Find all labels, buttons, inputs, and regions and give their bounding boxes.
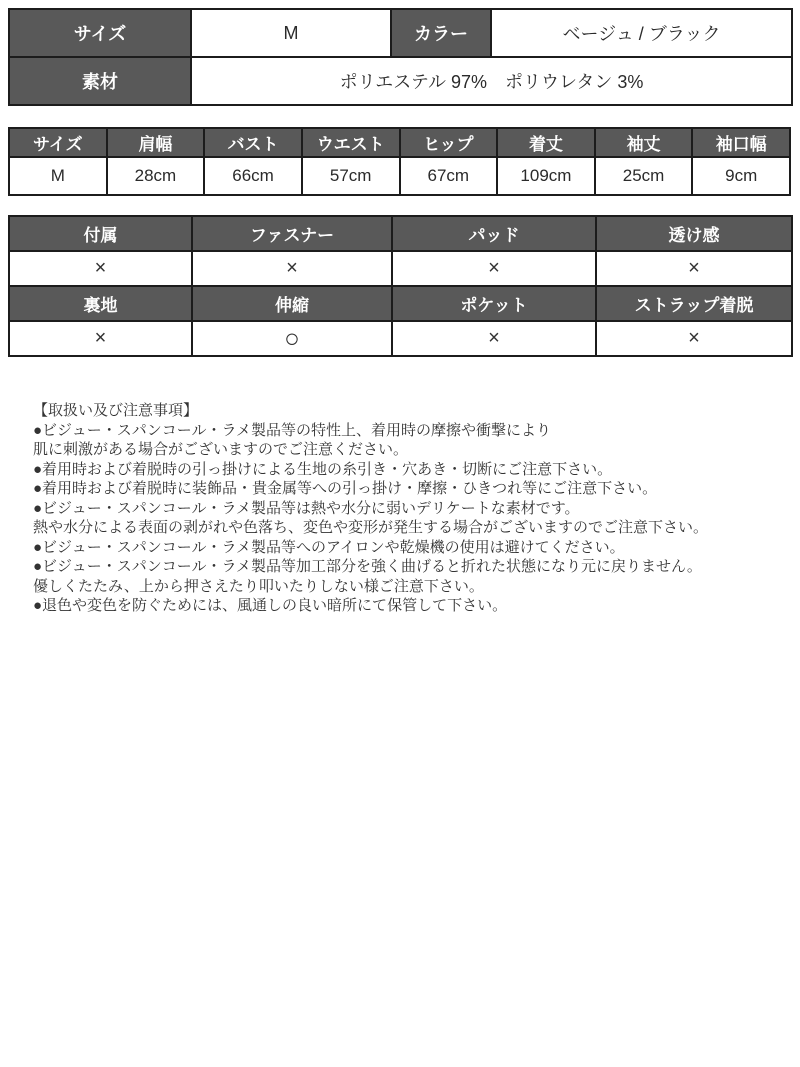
meas-header-cuff: 袖口幅 <box>692 128 790 157</box>
meas-header-bust: バスト <box>204 128 302 157</box>
meas-value-sleeve: 25cm <box>595 157 693 195</box>
feat-header-fastener: ファスナー <box>192 216 392 251</box>
care-note-line: ●着用時および着脱時の引っ掛けによる生地の糸引き・穴あき・切断にご注意下さい。 <box>33 460 613 478</box>
meas-header-length: 着丈 <box>497 128 595 157</box>
feat-header-pad: パッド <box>392 216 596 251</box>
table-row <box>9 251 792 286</box>
feat-header-lining: 裏地 <box>9 286 192 321</box>
size-value-cell: M <box>191 9 391 57</box>
care-note-line: ●ビジュー・スパンコール・ラメ製品等へのアイロンや乾燥機の使用は避けてください。 <box>33 538 625 556</box>
care-note-line: ●ビジュー・スパンコール・ラメ製品等加工部分を強く曲げると折れた状態になり元に戻りません。 <box>33 558 702 575</box>
table-row <box>9 216 792 251</box>
feature-table <box>8 215 793 357</box>
table-row <box>9 321 792 356</box>
feat-value-stretch: ○ <box>192 321 392 356</box>
material-label-cell: 素材 <box>9 57 191 105</box>
meas-value-waist: 57cm <box>302 157 400 195</box>
measurement-table <box>8 127 791 196</box>
feat-header-pocket: ポケット <box>392 286 596 321</box>
meas-header-waist: ウエスト <box>302 128 400 157</box>
meas-header-sleeve: 袖丈 <box>595 128 693 157</box>
meas-value-cuff: 9cm <box>692 157 790 195</box>
feat-value-fastener: × <box>192 251 392 286</box>
care-note-line: ●着用時および着脱時に装飾品・貴金属等への引っ掛け・摩擦・ひきつれ等にご注意下さい。 <box>33 480 658 497</box>
feat-value-lining: × <box>9 321 192 356</box>
table-row <box>9 157 790 195</box>
table-row <box>9 286 792 321</box>
care-notes-title: 【取扱い及び注意事項】 <box>33 402 199 419</box>
feat-value-sheerness: × <box>596 251 792 286</box>
material-value-cell: ポリエステル 97% ポリウレタン 3% <box>191 57 792 105</box>
table-row <box>9 9 792 57</box>
feat-value-pocket: × <box>392 321 596 356</box>
meas-value-length: 109cm <box>497 157 595 195</box>
feat-header-accessory: 付属 <box>9 216 192 251</box>
table-row <box>9 57 792 105</box>
feat-value-strap: × <box>596 321 792 356</box>
care-note-line: ●ビジュー・スパンコール・ラメ製品等の特性上、着用時の摩擦や衝撃により <box>33 421 552 439</box>
product-spec-table <box>8 8 793 106</box>
meas-value-bust: 66cm <box>204 157 302 195</box>
feat-header-sheerness: 透け感 <box>596 216 792 251</box>
table-row <box>9 128 790 157</box>
meas-header-shoulder: 肩幅 <box>107 128 205 157</box>
meas-header-size: サイズ <box>9 128 107 157</box>
care-note-line: ●ビジュー・スパンコール・ラメ製品等は熱や水分に弱いデリケートな素材です。 <box>33 499 580 517</box>
meas-value-size: M <box>9 157 107 195</box>
feat-value-accessory: × <box>9 251 192 286</box>
feat-value-pad: × <box>392 251 596 286</box>
meas-value-hip: 67cm <box>400 157 498 195</box>
feat-header-strap: ストラップ着脱 <box>596 286 792 321</box>
care-note-line: ●退色や変色を防ぐためには、風通しの良い暗所にて保管して下さい。 <box>33 597 508 614</box>
meas-header-hip: ヒップ <box>400 128 498 157</box>
care-note-line: 優しくたたみ、上から押さえたり叩いたりしない様ご注意下さい。 <box>33 577 484 595</box>
care-note-line: 熱や水分による表面の剥がれや色落ち、変色や変形が発生する場合がございますのでご注意下さい。 <box>33 519 709 536</box>
care-note-line: 肌に刺激がある場合がございますのでご注意ください。 <box>33 441 409 458</box>
color-value-cell: ベージュ / ブラック <box>491 9 792 57</box>
size-label-cell: サイズ <box>9 9 191 57</box>
feat-header-stretch: 伸縮 <box>192 286 392 321</box>
meas-value-shoulder: 28cm <box>107 157 205 195</box>
color-label-cell: カラー <box>391 9 491 57</box>
care-notes <box>33 401 778 616</box>
